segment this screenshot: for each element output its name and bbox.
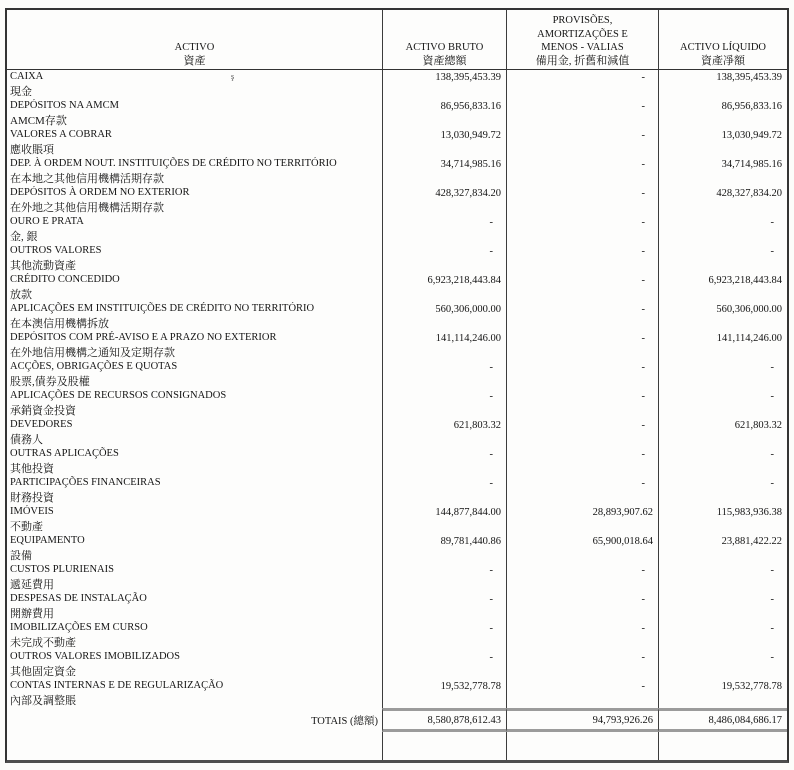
- row-provisoes: -: [506, 99, 658, 128]
- row-activo-liquido: -: [658, 592, 787, 621]
- row-activo-bruto: 89,781,440.86: [382, 534, 506, 563]
- row-label-zh: 現金: [10, 85, 32, 98]
- row-label-pt: OUTROS VALORES: [10, 245, 102, 256]
- row-activo-liquido: 6,923,218,443.84: [658, 273, 787, 302]
- row-label-pt: DEVEDORES: [10, 419, 73, 430]
- row-label-zh: 其他流動資產: [10, 259, 76, 272]
- row-activo-liquido: -: [658, 621, 787, 650]
- header-provisoes-line2: AMORTIZAÇÕES E: [537, 28, 628, 40]
- row-activo-bruto: 428,327,834.20: [382, 186, 506, 215]
- row-label-zh: 應收賬項: [10, 143, 54, 156]
- row-activo-bruto: -: [382, 447, 506, 476]
- row-activo-liquido: 13,030,949.72: [658, 128, 787, 157]
- row-activo-bruto: 6,923,218,443.84: [382, 273, 506, 302]
- row-activo-bruto: 13,030,949.72: [382, 128, 506, 157]
- row-provisoes: -: [506, 418, 658, 447]
- scan-artifact: ş: [231, 72, 235, 81]
- row-label-pt: APLICAÇÕES DE RECURSOS CONSIGNADOS: [10, 390, 227, 401]
- totals-provisoes: 94,793,926.26: [506, 708, 658, 732]
- header-activo-bruto: [382, 10, 506, 70]
- row-provisoes: 28,893,907.62: [506, 505, 658, 534]
- row-label-zh: 在外地之其他信用機構活期存款: [10, 201, 164, 214]
- row-provisoes: -: [506, 331, 658, 360]
- totals-row: [7, 708, 787, 732]
- row-activo-bruto: -: [382, 215, 506, 244]
- row-label-pt: APLICAÇÕES EM INSTITUIÇÕES DE CRÉDITO NO TERRITÓRIO: [10, 303, 315, 314]
- row-provisoes: -: [506, 244, 658, 273]
- table-row: [7, 679, 787, 708]
- totals-activo-bruto: 8,580,878,612.43: [382, 708, 506, 732]
- header-provisoes: [506, 10, 658, 70]
- row-provisoes: -: [506, 70, 658, 99]
- row-label-pt: DEP. À ORDEM NOUT. INSTITUIÇÕES DE CRÉDITO NO TERRITÓRIO: [10, 158, 337, 169]
- row-activo-bruto: -: [382, 621, 506, 650]
- row-activo-bruto: -: [382, 244, 506, 273]
- row-provisoes: 65,900,018.64: [506, 534, 658, 563]
- table-row: [7, 534, 787, 563]
- row-label-pt: OURO E PRATA: [10, 216, 84, 227]
- row-label-zh: 其他固定資金: [10, 665, 76, 678]
- header-activo-zh: 資產: [183, 54, 206, 67]
- table-row: [7, 505, 787, 534]
- row-label-pt: DEPÓSITOS COM PRÉ-AVISO E A PRAZO NO EXTERIOR: [10, 332, 277, 343]
- header-liquido-zh: 資產凈額: [701, 54, 745, 67]
- table-row: [7, 244, 787, 273]
- row-label-zh: 放款: [10, 288, 32, 301]
- table-row: [7, 273, 787, 302]
- row-label-pt: PARTICIPAÇÕES FINANCEIRAS: [10, 477, 161, 488]
- row-provisoes: -: [506, 157, 658, 186]
- row-activo-bruto: -: [382, 592, 506, 621]
- row-provisoes: -: [506, 186, 658, 215]
- row-label-pt: CONTAS INTERNAS E DE REGULARIZAÇÃO: [10, 680, 224, 691]
- row-label-zh: 在本澳信用機構拆放: [10, 317, 109, 330]
- table-row: [7, 476, 787, 505]
- row-activo-liquido: -: [658, 389, 787, 418]
- header-provisoes-line1: PROVISÕES,: [552, 15, 613, 26]
- row-label-pt: DESPESAS DE INSTALAÇÃO: [10, 593, 147, 604]
- header-provisoes-zh: 備用金, 折舊和減值: [535, 54, 630, 67]
- row-activo-bruto: 86,956,833.16: [382, 99, 506, 128]
- header-activo: [7, 10, 382, 70]
- row-label-pt: DEPÓSITOS À ORDEM NO EXTERIOR: [10, 187, 190, 198]
- row-activo-bruto: 141,114,246.00: [382, 331, 506, 360]
- row-activo-bruto: 621,803.32: [382, 418, 506, 447]
- header-activo-liquido: [658, 10, 787, 70]
- row-activo-bruto: 138,395,453.39: [382, 70, 506, 99]
- row-activo-bruto: -: [382, 389, 506, 418]
- table-header-row: [7, 10, 787, 70]
- row-label-zh: 股票,債券及股權: [10, 375, 90, 388]
- row-activo-liquido: 138,395,453.39: [658, 70, 787, 99]
- row-label-zh: 在外地信用機構之通知及定期存款: [10, 346, 175, 359]
- row-label-pt: CRÉDITO CONCEDIDO: [10, 274, 120, 285]
- row-provisoes: -: [506, 215, 658, 244]
- row-activo-liquido: 34,714,985.16: [658, 157, 787, 186]
- row-label-zh: 內部及調整賬: [10, 694, 76, 707]
- table-row: [7, 563, 787, 592]
- row-label-pt: VALORES A COBRAR: [10, 129, 112, 140]
- row-provisoes: -: [506, 679, 658, 708]
- row-activo-liquido: -: [658, 476, 787, 505]
- row-label-zh: 在本地之其他信用機構活期存款: [10, 172, 164, 185]
- table-row: [7, 70, 787, 99]
- row-provisoes: -: [506, 360, 658, 389]
- row-activo-liquido: -: [658, 215, 787, 244]
- table-row: [7, 302, 787, 331]
- table-row: [7, 447, 787, 476]
- row-activo-bruto: -: [382, 476, 506, 505]
- row-activo-liquido: 560,306,000.00: [658, 302, 787, 331]
- header-activo-pt: ACTIVO: [174, 42, 215, 53]
- row-provisoes: -: [506, 302, 658, 331]
- row-label-pt: IMOBILIZAÇÕES EM CURSO: [10, 622, 148, 633]
- table-row: [7, 360, 787, 389]
- table-row: [7, 418, 787, 447]
- header-provisoes-line3: MENOS - VALIAS: [541, 42, 624, 53]
- row-label-pt: EQUIPAMENTO: [10, 535, 85, 546]
- row-activo-liquido: 115,983,936.38: [658, 505, 787, 534]
- row-label-zh: 遞延費用: [10, 578, 54, 591]
- row-label-zh: 設備: [10, 549, 32, 562]
- row-label-zh: AMCM存款: [10, 114, 67, 127]
- header-bruto-zh: 資產總額: [422, 54, 467, 67]
- row-label-pt: CAIXA: [10, 71, 44, 82]
- row-label-pt: ACÇÕES, OBRIGAÇÕES E QUOTAS: [10, 361, 178, 372]
- row-activo-liquido: -: [658, 244, 787, 273]
- table-row: [7, 157, 787, 186]
- row-activo-liquido: 86,956,833.16: [658, 99, 787, 128]
- row-provisoes: -: [506, 447, 658, 476]
- row-activo-bruto: 19,532,778.78: [382, 679, 506, 708]
- table-body: [7, 70, 787, 708]
- row-label-pt: CUSTOS PLURIENAIS: [10, 564, 114, 575]
- table-row: [7, 331, 787, 360]
- row-activo-liquido: 621,803.32: [658, 418, 787, 447]
- balance-sheet-table: [5, 8, 789, 763]
- row-label-zh: 不動產: [10, 520, 43, 533]
- row-activo-liquido: 23,881,422.22: [658, 534, 787, 563]
- row-activo-liquido: 19,532,778.78: [658, 679, 787, 708]
- row-label-zh: 未完成不動產: [10, 636, 76, 649]
- row-label-pt: OUTROS VALORES IMOBILIZADOS: [10, 651, 180, 662]
- table-row: [7, 99, 787, 128]
- row-activo-liquido: -: [658, 650, 787, 679]
- totals-activo-liquido: 8,486,084,686.17: [658, 708, 787, 732]
- header-liquido-pt: ACTIVO LÍQUIDO: [679, 42, 767, 53]
- row-activo-liquido: -: [658, 563, 787, 592]
- row-activo-bruto: 144,877,844.00: [382, 505, 506, 534]
- row-label-pt: IMÓVEIS: [10, 506, 54, 517]
- row-activo-liquido: 141,114,246.00: [658, 331, 787, 360]
- header-bruto-pt: ACTIVO BRUTO: [405, 42, 484, 53]
- row-activo-bruto: -: [382, 563, 506, 592]
- totals-label: TOTAIS (總額): [311, 715, 378, 727]
- row-provisoes: -: [506, 563, 658, 592]
- empty-footer-row: [7, 732, 787, 760]
- row-provisoes: -: [506, 476, 658, 505]
- row-label-zh: 開辦費用: [10, 607, 54, 620]
- row-activo-bruto: 34,714,985.16: [382, 157, 506, 186]
- row-activo-bruto: -: [382, 360, 506, 389]
- row-activo-liquido: -: [658, 447, 787, 476]
- row-label-zh: 財務投資: [10, 491, 54, 504]
- row-provisoes: -: [506, 592, 658, 621]
- row-label-zh: 債務人: [10, 433, 43, 446]
- table-row: [7, 389, 787, 418]
- row-provisoes: -: [506, 128, 658, 157]
- row-label-pt: DEPÓSITOS NA AMCM: [10, 100, 119, 111]
- table-row: [7, 215, 787, 244]
- row-label-zh: 承銷資金投資: [10, 404, 76, 417]
- row-activo-liquido: 428,327,834.20: [658, 186, 787, 215]
- row-label-pt: OUTRAS APLICAÇÕES: [10, 448, 119, 459]
- row-activo-liquido: -: [658, 360, 787, 389]
- row-provisoes: -: [506, 621, 658, 650]
- row-activo-bruto: -: [382, 650, 506, 679]
- row-provisoes: -: [506, 273, 658, 302]
- row-label-zh: 其他投資: [10, 462, 54, 475]
- row-activo-bruto: 560,306,000.00: [382, 302, 506, 331]
- table-row: [7, 650, 787, 679]
- table-row: [7, 128, 787, 157]
- row-label-zh: 金, 銀: [10, 230, 38, 243]
- table-row: [7, 592, 787, 621]
- table-row: [7, 621, 787, 650]
- row-provisoes: -: [506, 389, 658, 418]
- row-provisoes: -: [506, 650, 658, 679]
- table-row: [7, 186, 787, 215]
